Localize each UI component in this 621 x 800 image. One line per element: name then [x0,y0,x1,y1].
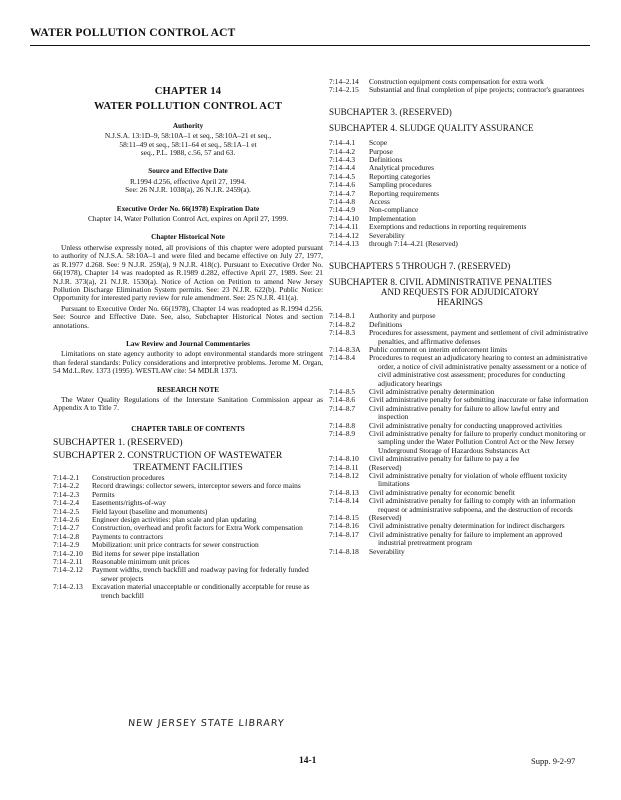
subchapter-8-heading-cont: HEARINGS [437,297,483,308]
toc-section-number: 7:14–8.3A [329,344,361,354]
toc-section-number: 7:14–8.14 [329,496,359,506]
authority-line: seq., P.L. 1988, c.56, 57 and 63. [140,148,236,158]
toc-section-title: Construction equipment costs compensation for extra work [369,77,544,86]
toc-item [329,405,591,422]
toc-section-title: Exemptions and reductions in reporting requirements [369,222,527,232]
toc-section-title: Permits [92,489,115,499]
research-note-text: The Water Quality Regulations of the Interstate Sanitation Commission appear as Appendix A to Title 7. [53,394,323,413]
toc-item [329,240,591,248]
toc-section-title: (Reserved) [369,462,402,472]
toc-section-title: Substantial and final completion of pipe projects; contractor's guarantees [369,85,585,95]
source-line: See: 26 N.J.R. 1038(a), 26 N.J.R. 2459(a). [125,185,251,195]
toc-section-number: 7:14–8.7 [329,403,356,413]
toc-section-number: 7:14–4.5 [329,171,356,181]
toc-section-title: Civil administrative penalty for conducting unapproved activities [369,420,562,430]
historical-note-paragraph: Unless otherwise expressly noted, all provisions of this chapter were adopted pursuant to authority of N.J.S.A. 58:10A–1 and were filed and became effective on July 27, 1977, as R.1977 d.268. See: 9 N.J.R. 259(a), 9 N.J.R. 418(c). Pursuant to Executive Order No. 66(1978), Chapter 14 was readopted as R.1989 d.282, effective April 27, 1989. See: 21 N.J.R. 373(a), 21 N.J.R. 1530(a). Notice of Action on Petition to amend New Jersey Pollution Discharge Elimination System permits. See: 23 N.J.R. 622(b). Public Notice: Opportunity for interested party review for rule amendment. See: 25 N.J.R. 411(a). [53,242,323,303]
authority-line: N.J.S.A. 13:1D–9, 58:10A–1 et seq., 58:10A–21 et seq., [104,131,272,141]
subchapter-4-heading: SUBCHAPTER 4. SLUDGE QUALITY ASSURANCE [329,123,534,134]
toc-section-title: through 7:14–4.21 (Reserved) [369,239,458,249]
toc-section-title: Severability [369,546,405,556]
subchapter-8-heading: SUBCHAPTER 8. CIVIL ADMINISTRATIVE PENALTIES [329,276,552,287]
toc-section-title: Easements/rights-of-way [92,498,166,508]
toc-section-number: 7:14–4.3 [329,155,356,165]
toc-section-number: 7:14–2.13 [53,582,83,592]
toc-section-title: Record drawings: collector sewers, interceptor sewers and force mains [92,481,301,491]
toc-section-number: 7:14–4.8 [329,197,356,207]
toc-section-number: 7:14–8.6 [329,395,356,405]
toc-section-number: 7:14–2.1 [53,472,80,482]
toc-section-number: 7:14–8.16 [329,521,359,531]
toc-section-title: Procedures for assessment, payment and settlement of civil administrative penalties, and affirmative defenses [369,328,588,346]
toc-section-title: Civil administrative penalty for violation of whole effluent toxicity limitations [369,471,568,489]
toc-section-number: 7:14–2.3 [53,489,80,499]
toc-section-title: Civil administrative penalty for submitting inaccurate or false information [369,395,589,405]
toc-section-title: (Reserved) [369,513,402,523]
toc-section-number: 7:14–8.1 [329,311,356,321]
toc-item [329,531,591,548]
toc-section-number: 7:14–2.9 [53,540,80,550]
subchapter-8-heading-cont: AND REQUESTS FOR ADJUDICATORY [380,286,540,297]
toc-section-number: 7:14–2.7 [53,523,80,533]
law-review-text: Limitations on state agency authority to adopt environmental standards more stringent than federal standards: Policy considerations and interpretive problems. Jerome M. Organ, 54 Md.L.Rev. 1373 (1995). WESTLAW cite: 54 MDLR 1373. [53,349,323,376]
toc-section-number: 7:14–2.5 [53,506,80,516]
toc-section-title: Civil administrative penalty determination [369,386,495,396]
subchapter-3-heading: SUBCHAPTER 3. (RESERVED) [329,106,452,117]
toc-section-number: 7:14–2.2 [53,481,80,491]
toc-section-number: 7:14–8.5 [329,386,356,396]
toc-heading: CHAPTER TABLE OF CONTENTS [131,424,245,433]
subchapter-4-toc-list [329,139,591,248]
toc-item [329,548,591,556]
subchapter-1-heading: SUBCHAPTER 1. (RESERVED) [53,437,183,449]
subchapter-2-heading: SUBCHAPTER 2. CONSTRUCTION OF WASTEWATER [53,449,283,461]
historical-note-paragraph: Pursuant to Executive Order No. 66(1978), Chapter 14 was readopted as R.1994 d.256. See: Source and Effective Date. See, also, Subchapter Historical Notes and section annotations. [53,303,323,330]
toc-section-title: Non-compliance [369,205,419,215]
toc-item [329,329,591,346]
right-column [329,78,591,556]
toc-section-title: Reporting categories [369,171,431,181]
toc-section-number: 7:14–4.11 [329,222,359,232]
toc-section-number: 7:14–4.6 [329,180,356,190]
toc-section-title: Civil administrative penalty for failure to pay a fee [369,454,520,464]
toc-section-number: 7:14–8.12 [329,471,359,481]
toc-section-number: 7:14–8.3 [329,328,356,338]
toc-section-number: 7:14–8.11 [329,462,359,472]
toc-section-title: Purpose [369,146,393,156]
toc-section-number: 7:14–8.2 [329,319,356,329]
toc-section-number: 7:14–4.1 [329,138,356,148]
toc-section-title: Civil administrative penalty determination for indirect dischargers [369,521,565,531]
toc-section-title: Sampling procedures [369,180,432,190]
toc-section-number: 7:14–4.9 [329,205,356,215]
toc-section-title: Civil administrative penalty for economic benefit [369,487,515,497]
toc-section-number: 7:14–4.13 [329,239,359,249]
toc-section-title: Reporting requirements [369,188,439,198]
page-number: 14-1 [299,756,317,766]
toc-item [329,497,591,514]
running-header: WATER POLLUTION CONTROL ACT [30,27,236,39]
toc-section-number: 7:14–2.4 [53,498,80,508]
historical-note-heading: Chapter Historical Note [151,233,225,242]
executive-order-text: Chapter 14, Water Pollution Control Act, expires on April 27, 1999. [87,214,289,224]
toc-section-title: Payment widths, trench backfill and roadway paving for federally funded sewer projects [92,565,309,583]
toc-section-title: Analytical procedures [369,163,435,173]
toc-section-title: Definitions [369,319,403,329]
toc-section-number: 7:14–8.13 [329,487,359,497]
toc-section-title: Reasonable minimum unit prices [92,557,190,567]
research-note-heading: RESEARCH NOTE [156,385,220,394]
law-review-heading: Law Review and Journal Commentaries [126,339,250,348]
toc-section-number: 7:14–8.8 [329,420,356,430]
toc-section-title: Access [369,197,390,207]
subchapter-2-toc-list [53,474,323,600]
toc-section-title: Severability [369,230,405,240]
toc-section-number: 7:14–4.4 [329,163,356,173]
toc-section-title: Civil administrative penalty for failure to implement an approved industrial pretreatment program [369,529,563,548]
toc-section-title: Civil administrative penalty for failure to properly conduct monitoring or sampling under the Water Pollution Control Act or the New Jersey Underground Storage of Hazardous Substances Act [369,429,586,455]
subchapter-8-toc-list [329,312,591,556]
toc-section-number: 7:14–8.4 [329,353,356,363]
toc-item [329,354,591,388]
toc-section-number: 7:14–4.12 [329,230,359,240]
toc-section-number: 7:14–2.15 [329,85,359,95]
toc-section-title: Public comment on interim enforcement limits [369,344,508,354]
chapter-number: CHAPTER 14 [154,86,222,97]
toc-item [329,472,591,489]
toc-section-number: 7:14–2.10 [53,548,83,558]
authority-line: 58:11–49 et seq., 58:11–64 et seq., 58:1A–1 et [119,139,257,149]
toc-section-title: Scope [369,138,388,148]
toc-section-number: 7:14–4.7 [329,188,356,198]
toc-section-number: 7:14–2.8 [53,531,80,541]
toc-item [53,566,323,583]
executive-order-heading: Executive Order No. 66(1978) Expiration Date [116,204,260,213]
toc-section-number: 7:14–8.18 [329,546,359,556]
supplement-date: Supp. 9-2-97 [531,756,576,766]
toc-section-number: 7:14–8.10 [329,454,359,464]
source-heading: Source and Effective Date [148,167,228,176]
toc-section-title: Engineer design activities: plan scale and plan updating [92,515,257,524]
toc-section-title: Procedures to request an adjudicatory hearing to contest an administrative order, a notice of civil administrative penalty assessment or a notice of civil administrative cost assessment; procedures for conducting adjudicatory hearings [369,353,588,388]
subchapter-2-toc-continued [329,78,591,95]
toc-section-number: 7:14–8.9 [329,429,356,438]
toc-section-number: 7:14–4.2 [329,146,356,156]
toc-section-number: 7:14–8.15 [329,513,359,523]
toc-section-title: Implementation [369,213,416,223]
toc-item [329,430,591,455]
subchapters-5-7-heading: SUBCHAPTERS 5 THROUGH 7. (RESERVED) [329,260,511,271]
toc-item [53,583,323,600]
source-line: R.1994 d.256, effective April 27, 1994. [129,176,247,186]
toc-section-title: Civil administrative penalty for failure to allow lawful entry and inspection [369,403,560,422]
toc-item [329,86,591,94]
toc-section-title: Field layout (baseline and monuments) [92,506,208,516]
toc-section-title: Civil administrative penalty for failing to comply with an information request or administrative subpoena, and the destruction of records [369,496,576,514]
toc-section-number: 7:14–2.12 [53,565,83,575]
left-column [53,78,323,600]
header-rule [30,45,590,46]
toc-section-title: Bid items for sewer pipe installation [92,548,200,558]
toc-section-number: 7:14–2.11 [53,557,83,567]
subchapter-2-heading-cont: TREATMENT FACILITIES [133,462,243,474]
library-stamp: NEW JERSEY STATE LIBRARY [127,718,285,729]
toc-section-title: Definitions [369,155,403,165]
authority-heading: Authority [172,121,204,130]
toc-section-number: 7:14–2.14 [329,77,359,86]
toc-section-number: 7:14–8.17 [329,529,359,539]
toc-section-title: Mobilization: unit price contracts for sewer construction [92,540,259,550]
toc-section-title: Construction procedures [92,472,165,482]
toc-section-number: 7:14–4.10 [329,213,359,223]
chapter-title: WATER POLLUTION CONTROL ACT [93,101,283,113]
toc-section-title: Authority and purpose [369,311,436,321]
toc-section-title: Payments to contractors [92,531,164,541]
toc-section-title: Construction, overhead and profit factors for Extra Work compensation [92,523,303,533]
toc-section-number: 7:14–2.6 [53,515,80,524]
toc-section-title: Excavation material unacceptable or conditionally acceptable for reuse as trench backfill [92,582,310,600]
